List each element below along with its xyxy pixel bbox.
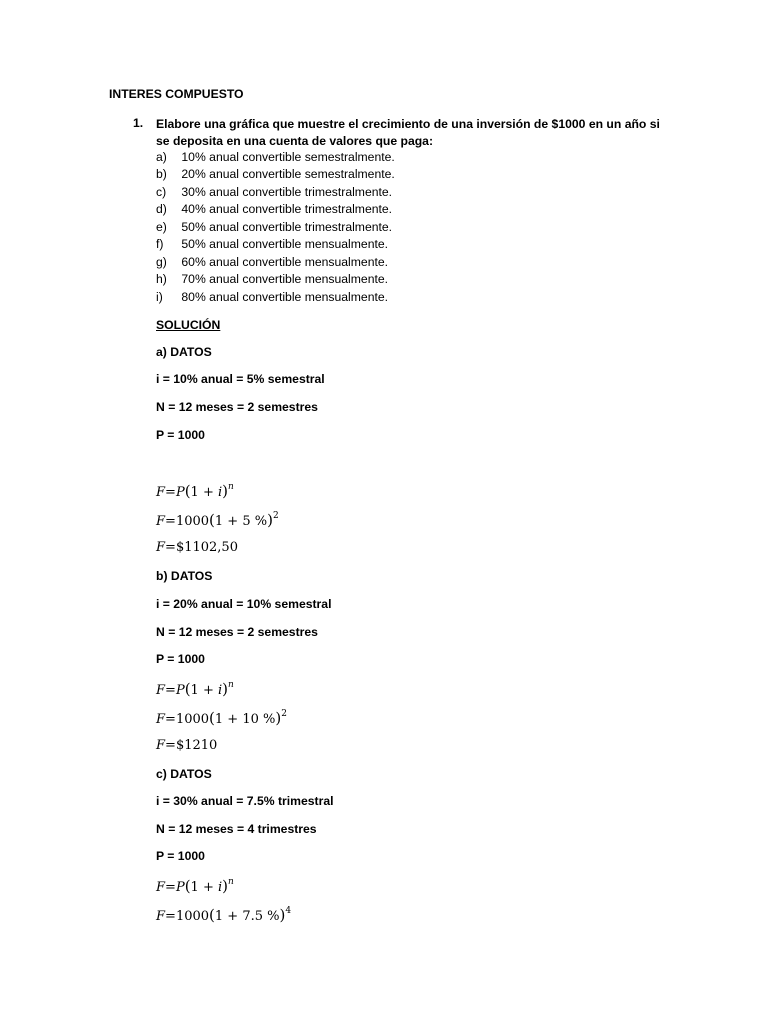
rate-line: i = 20% anual = 10% semestral: [156, 597, 332, 611]
option-letter: d): [156, 202, 167, 216]
principal-line: P = 1000: [156, 652, 205, 666]
question-number: 1.: [133, 116, 144, 130]
option-letter: b): [156, 167, 167, 181]
option-text: 60% anual convertible mensualmente.: [181, 255, 389, 269]
option-d: [156, 202, 392, 216]
option-text: 50% anual convertible mensualmente.: [181, 237, 389, 251]
question-line-1: Elabore una gráfica que muestre el crecimiento de una inversión de $1000 en un año si: [156, 117, 660, 131]
option-letter: a): [156, 150, 167, 164]
solution-heading: SOLUCIÓN: [156, 318, 221, 332]
option-i: [156, 290, 388, 304]
principal-line: P = 1000: [156, 849, 205, 863]
section-heading: b) DATOS: [156, 569, 213, 583]
option-text: 20% anual convertible semestralmente.: [181, 167, 395, 181]
formula-result: F=$1210: [156, 738, 218, 753]
rate-line: i = 30% anual = 7.5% trimestral: [156, 794, 334, 808]
formula-result: F=$1102,50: [156, 540, 238, 555]
option-c: [156, 185, 392, 199]
option-text: 50% anual convertible trimestralmente.: [181, 220, 393, 234]
section-heading: a) DATOS: [156, 345, 212, 359]
formula-substituted: F=1000(1 + 10 %)$^2$: [156, 709, 287, 727]
option-h: [156, 272, 388, 286]
option-text: 70% anual convertible mensualmente.: [181, 272, 389, 286]
periods-line: N = 12 meses = 4 trimestres: [156, 822, 317, 836]
question-line-2: se deposita en una cuenta de valores que paga:: [156, 134, 434, 148]
principal-line: P = 1000: [156, 428, 205, 442]
formula-substituted: F=1000(1 + 7.5 %)$^4$: [156, 906, 292, 924]
periods-line: N = 12 meses = 2 semestres: [156, 400, 318, 414]
option-letter: c): [156, 185, 167, 199]
option-f: [156, 237, 388, 251]
formula-substituted: F=1000(1 + 5 %)$^2$: [156, 511, 279, 529]
formula-general: $F=P(1 + i)^n$: [156, 877, 234, 895]
option-letter: g): [156, 255, 167, 269]
option-letter: i): [156, 290, 163, 304]
formula-general: $F=P(1 + i)^n$: [156, 482, 234, 500]
question-text: [156, 116, 660, 150]
rate-line: i = 10% anual = 5% semestral: [156, 372, 325, 386]
document-title: INTERES COMPUESTO: [109, 87, 244, 101]
option-text: 80% anual convertible mensualmente.: [181, 290, 389, 304]
option-text: 40% anual convertible trimestralmente.: [181, 202, 393, 216]
option-text: 10% anual convertible semestralmente.: [181, 150, 395, 164]
option-letter: f): [156, 237, 164, 251]
option-g: [156, 255, 388, 269]
option-e: [156, 220, 392, 234]
option-b: [156, 167, 395, 181]
periods-line: N = 12 meses = 2 semestres: [156, 625, 318, 639]
option-text: 30% anual convertible trimestralmente.: [181, 185, 393, 199]
option-a: [156, 150, 395, 164]
option-letter: e): [156, 220, 167, 234]
formula-general: $F=P(1 + i)^n$: [156, 680, 234, 698]
section-heading: c) DATOS: [156, 767, 212, 781]
option-letter: h): [156, 272, 167, 286]
